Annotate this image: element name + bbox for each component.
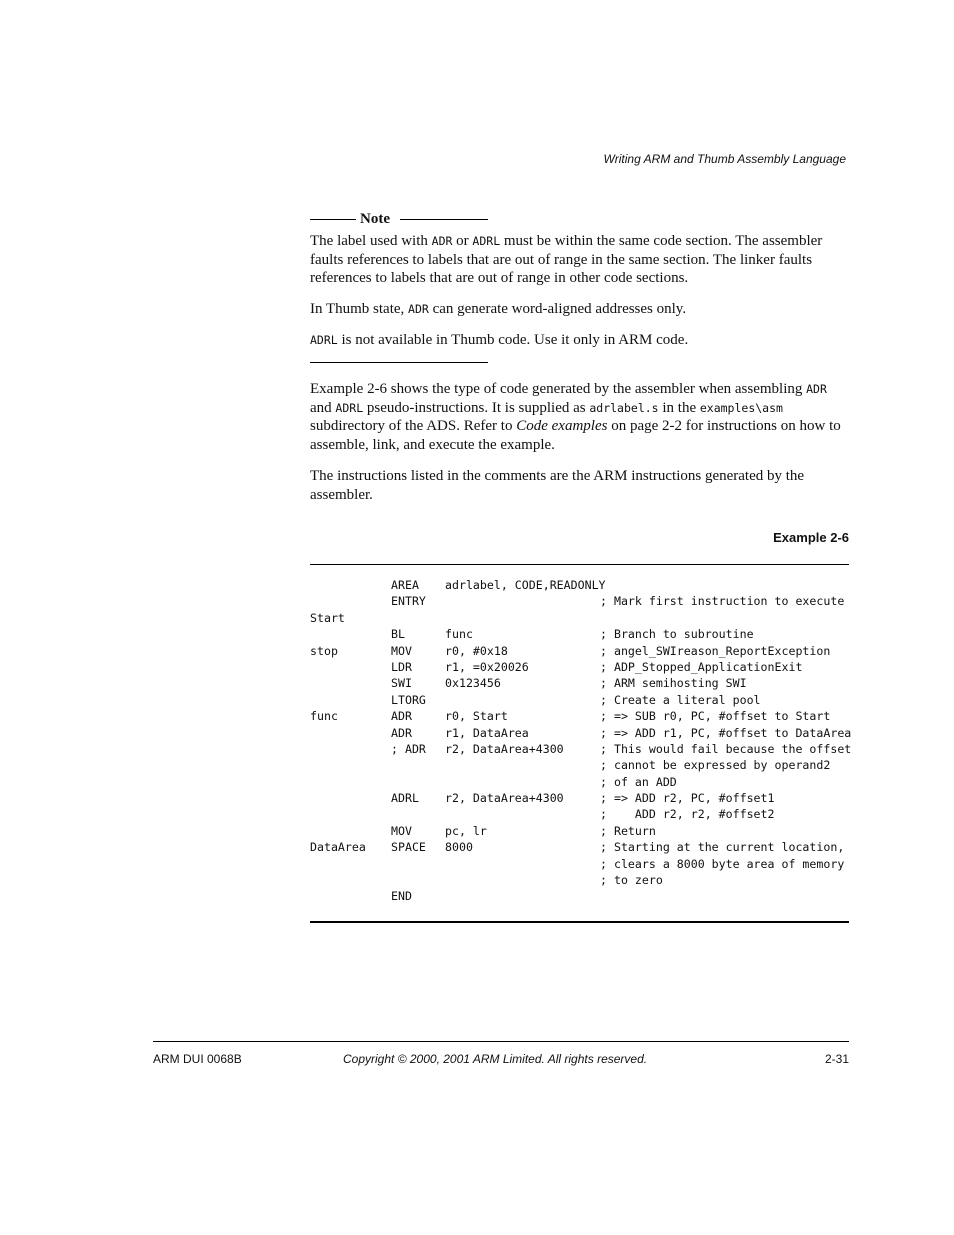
code-line xyxy=(310,725,855,741)
code-line xyxy=(310,593,855,609)
code-opcode: BL xyxy=(391,627,405,642)
code-label: DataArea xyxy=(310,840,366,855)
code-operands: r2, DataArea+4300 xyxy=(445,791,564,806)
code-comment: ; ARM semihosting SWI xyxy=(600,676,747,691)
code-line xyxy=(310,757,855,773)
note-paragraph-1: The label used with ADR or ADRL must be within the same code section. The assembler faults references to labels that are out of range in the same section. The linker faults references to labels that are out of range in other code sections. xyxy=(310,233,823,287)
code-opcode: ADRL xyxy=(391,791,419,806)
code-opcode: SWI xyxy=(391,676,412,691)
code-label: stop xyxy=(310,643,338,658)
note-end-rule xyxy=(310,362,488,363)
code-listing xyxy=(310,577,855,905)
running-header: Writing ARM and Thumb Assembly Language xyxy=(603,152,846,166)
code-opcode: SPACE xyxy=(391,840,426,855)
code-opcode: ENTRY xyxy=(391,594,426,609)
code-comment: ; Mark first instruction to execute xyxy=(600,594,845,609)
note-title: Note xyxy=(360,210,390,227)
code-comment: ; of an ADD xyxy=(600,774,677,789)
code-operands: r2, DataArea+4300 xyxy=(445,741,564,756)
code-comment: ; ADP_Stopped_ApplicationExit xyxy=(600,659,803,674)
example-title: Example 2-6 xyxy=(773,530,849,545)
note-block xyxy=(310,210,850,363)
note-paragraph-2: In Thumb state, ADR can generate word-aligned addresses only. xyxy=(310,301,687,318)
code-operands: r0, #0x18 xyxy=(445,643,508,658)
code-operands: pc, lr xyxy=(445,823,487,838)
code-operands: r1, DataArea xyxy=(445,725,529,740)
code-operands: r1, =0x20026 xyxy=(445,659,529,674)
code-line xyxy=(310,888,855,904)
code-comment: ; ADD r2, r2, #offset2 xyxy=(600,807,775,822)
code-line xyxy=(310,708,855,724)
note-heading xyxy=(310,210,850,228)
code-opcode: ; ADR xyxy=(391,741,426,756)
body-paragraph-2: The instructions listed in the comments are the ARM instructions generated by the assembler. xyxy=(310,467,805,503)
code-operands: 0x123456 xyxy=(445,676,501,691)
code-comment: ; Create a literal pool xyxy=(600,692,761,707)
code-comment: ; Branch to subroutine xyxy=(600,627,754,642)
footer-rule xyxy=(153,1041,849,1042)
code-line xyxy=(310,806,855,822)
code-line xyxy=(310,856,855,872)
code-line xyxy=(310,692,855,708)
code-line xyxy=(310,839,855,855)
code-comment: ; This would fail because the offset xyxy=(600,741,852,756)
code-operands: r0, Start xyxy=(445,709,508,724)
code-comment: ; angel_SWIreason_ReportException xyxy=(600,643,831,658)
code-opcode: LTORG xyxy=(391,692,426,707)
code-comment: ; Starting at the current location, xyxy=(600,840,845,855)
code-opcode: MOV xyxy=(391,823,412,838)
code-line xyxy=(310,643,855,659)
note-paragraph-3: ADRL is not available in Thumb code. Use it only in ARM code. xyxy=(310,331,689,348)
note-rule-right xyxy=(400,219,488,220)
code-line xyxy=(310,774,855,790)
note-rule-left xyxy=(310,219,356,220)
code-label: Start xyxy=(310,610,345,625)
listing-top-rule xyxy=(310,564,849,565)
code-operands: 8000 xyxy=(445,840,473,855)
code-line xyxy=(310,610,855,626)
code-comment: ; Return xyxy=(600,823,656,838)
code-line xyxy=(310,659,855,675)
code-line xyxy=(310,577,855,593)
footer-doc-id: ARM DUI 0068B xyxy=(153,1052,242,1066)
code-comment: ; => ADD r1, PC, #offset to DataArea xyxy=(600,725,852,740)
body-text xyxy=(310,380,850,504)
code-comment: ; => ADD r2, PC, #offset1 xyxy=(600,791,775,806)
code-line xyxy=(310,872,855,888)
body-paragraph-1: Example 2-6 shows the type of code generated by the assembler when assembling ADR and ADRL pseudo-instructions. It is supplied as adrlabel.s in the examples\asm subdirectory of the ADS. Refer to Code examples on page 2-2 for instructions on how to assemble, link, and execute the example. xyxy=(310,381,841,454)
code-opcode: AREA xyxy=(391,578,419,592)
code-comment: ; cannot be expressed by operand2 xyxy=(600,758,831,773)
footer-copyright: Copyright © 2000, 2001 ARM Limited. All rights reserved. xyxy=(343,1052,648,1066)
code-line xyxy=(310,823,855,839)
code-line xyxy=(310,626,855,642)
code-opcode: ADR xyxy=(391,725,412,740)
code-opcode: MOV xyxy=(391,643,412,658)
code-opcode: ADR xyxy=(391,709,412,724)
footer-page-number: 2-31 xyxy=(824,1052,849,1066)
code-operands: adrlabel, CODE,READONLY xyxy=(445,578,606,592)
code-opcode: END xyxy=(391,889,412,904)
code-operands: func xyxy=(445,627,473,642)
code-comment: ; clears a 8000 byte area of memory xyxy=(600,856,845,871)
listing-bottom-rule xyxy=(310,921,849,923)
code-line xyxy=(310,675,855,691)
code-line xyxy=(310,790,855,806)
code-comment: ; => SUB r0, PC, #offset to Start xyxy=(600,709,831,724)
code-line xyxy=(310,741,855,757)
code-comment: ; to zero xyxy=(600,873,663,888)
code-label: func xyxy=(310,709,338,724)
code-opcode: LDR xyxy=(391,659,412,674)
